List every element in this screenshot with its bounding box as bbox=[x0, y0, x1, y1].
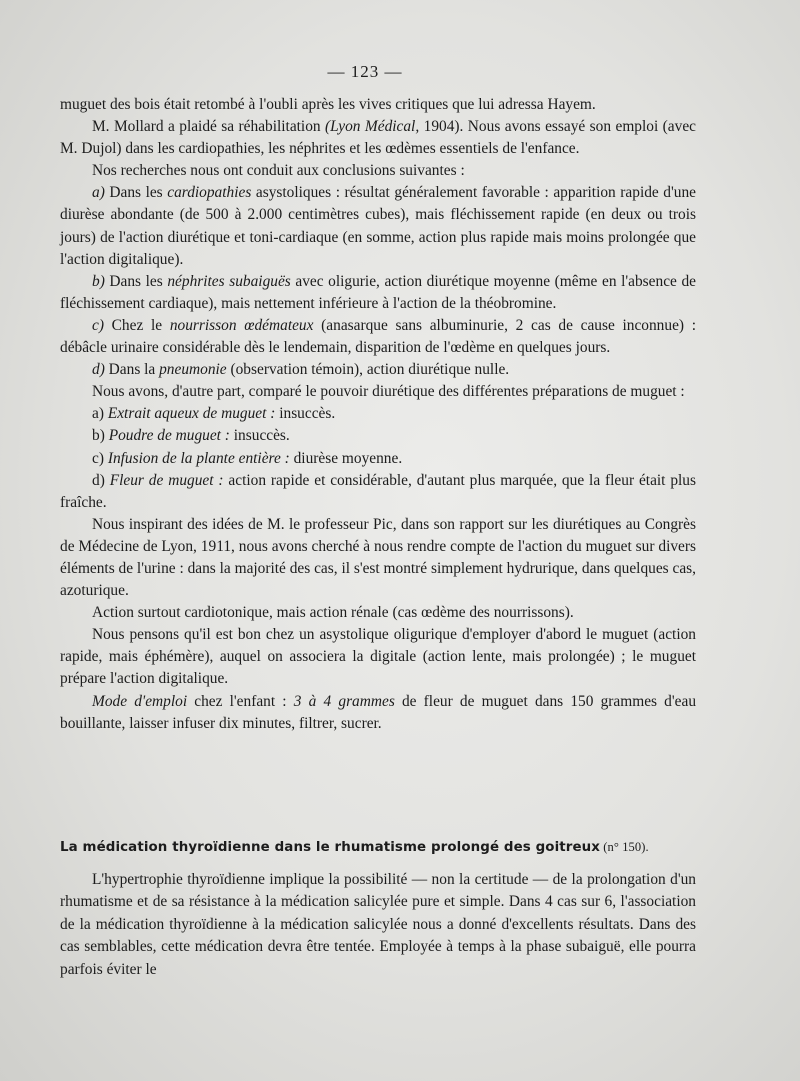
paragraph: Mode d'emploi chez l'enfant : 3 à 4 grammes de fleur de muguet dans 150 grammes d'eau bouillante, laisser infuser dix minutes, filtrer, sucrer. bbox=[60, 692, 697, 732]
preparation-item: c) Infusion de la plante entière : diurèse moyenne. bbox=[92, 449, 403, 467]
preparation-item: a) Extrait aqueux de muguet : insuccès. bbox=[92, 405, 336, 423]
list-item: a) Dans les cardiopathies asystoliques : résultat généralement favorable : apparition rapide d'une diurèse abondante (de 500 à 2.000 centimètres cubes), mais fléchissement rapide (en deux ou trois jours) de l'action diurétique et toni-cardiaque (en somme, action plus rapide mais moins prolongée que l'action digitalique). bbox=[60, 184, 696, 268]
preparation-name: Poudre de muguet : bbox=[108, 427, 230, 445]
paragraph: Action surtout cardiotonique, mais action rénale (cas œdème des nourrissons). bbox=[92, 604, 574, 622]
section-body bbox=[60, 869, 696, 981]
preparation-name: Extrait aqueux de muguet : bbox=[107, 405, 276, 423]
item-term: néphrites subaiguës bbox=[167, 272, 291, 290]
page-body bbox=[60, 94, 696, 735]
section-ref: (n° 150). bbox=[600, 840, 649, 854]
paragraph: Nos recherches nous ont conduit aux conclusions suivantes : bbox=[92, 162, 465, 180]
paragraph: muguet des bois était retombé à l'oubli après les vives critiques que lui adressa Hayem. bbox=[60, 96, 596, 113]
preparation-name: Infusion de la plante entière : bbox=[107, 449, 290, 467]
item-term: nourrisson œdémateux bbox=[169, 316, 314, 334]
page-number: — 123 — bbox=[327, 62, 403, 81]
paragraph: Nous inspirant des idées de M. le professeur Pic, dans son rapport sur les diurétiques au Congrès de Médecine de Lyon, 1911, nous avons cherché à nous rendre compte de l'action du muguet sur divers éléments de l'urine : dans la majorité des cas, il s'est montré simplement hydrurique, dans quelques cas, azoturique. bbox=[60, 515, 696, 600]
preparation-item: d) Fleur de muguet : action rapide et considérable, d'autant plus marquée, que la fleur était plus fraîche. bbox=[60, 471, 696, 511]
paragraph: Nous avons, d'autre part, comparé le pouvoir diurétique des différentes préparations de muguet : bbox=[92, 383, 685, 401]
item-label: d) bbox=[92, 361, 105, 379]
list-item: b) Dans les néphrites subaiguës avec oligurie, action diurétique moyenne (même en l'absence de fléchissement cardiaque), mais nettement inférieure à l'action de la théobromine. bbox=[60, 272, 696, 312]
item-label: a) bbox=[92, 184, 105, 202]
section-title: La médication thyroïdienne dans le rhumatisme prolongé des goitreux bbox=[60, 840, 601, 855]
item-label: b) bbox=[92, 272, 105, 290]
item-label: c) bbox=[92, 316, 104, 334]
list-item: d) Dans la pneumonie (observation témoin), action diurétique nulle. bbox=[92, 361, 510, 379]
preparation-name: Fleur de muguet : bbox=[109, 471, 224, 489]
section-heading bbox=[60, 840, 720, 855]
list-item: c) Chez le nourrisson œdémateux (anasarque sans albuminurie, 2 cas de cause inconnue) : débâcle urinaire considérable dès le lendemain, disparition de l'œdème en quelques jours. bbox=[60, 316, 697, 357]
paragraph: Nous pensons qu'il est bon chez un asystolique oligurique d'employer d'abord le muguet (action rapide, mais éphémère), auquel on associera la digitale (action lente, mais prolongée) ; le muguet prépare l'action digitalique. bbox=[60, 626, 696, 688]
mode-label: Mode d'emploi bbox=[92, 692, 188, 710]
preparation-item: b) Poudre de muguet : insuccès. bbox=[92, 427, 290, 445]
citation: (Lyon Médical, bbox=[325, 118, 420, 136]
item-term: pneumonie bbox=[159, 361, 227, 379]
dose: 3 à 4 grammes bbox=[293, 692, 395, 710]
paragraph: L'hypertrophie thyroïdienne implique la possibilité — non la certitude — de la prolongation d'un rhumatisme et de sa résistance à la médication salicylée pure et simple. Dans 4 cas sur 6, l'association de la médication thyroïdienne à la médication salicylée nous a donné d'excellents résultats. Dans des cas semblables, cette médication devra être tentée. Employée à temps à la phase subaiguë, elle pourra parfois éviter le bbox=[60, 871, 696, 978]
item-term: cardiopathies bbox=[167, 184, 252, 202]
paragraph: M. Mollard a plaidé sa réhabilitation (Lyon Médical, 1904). Nous avons essayé son emploi (avec M. Dujol) dans les cardiopathies, les néphrites et les œdèmes essentiels de l'enfance. bbox=[60, 118, 696, 158]
